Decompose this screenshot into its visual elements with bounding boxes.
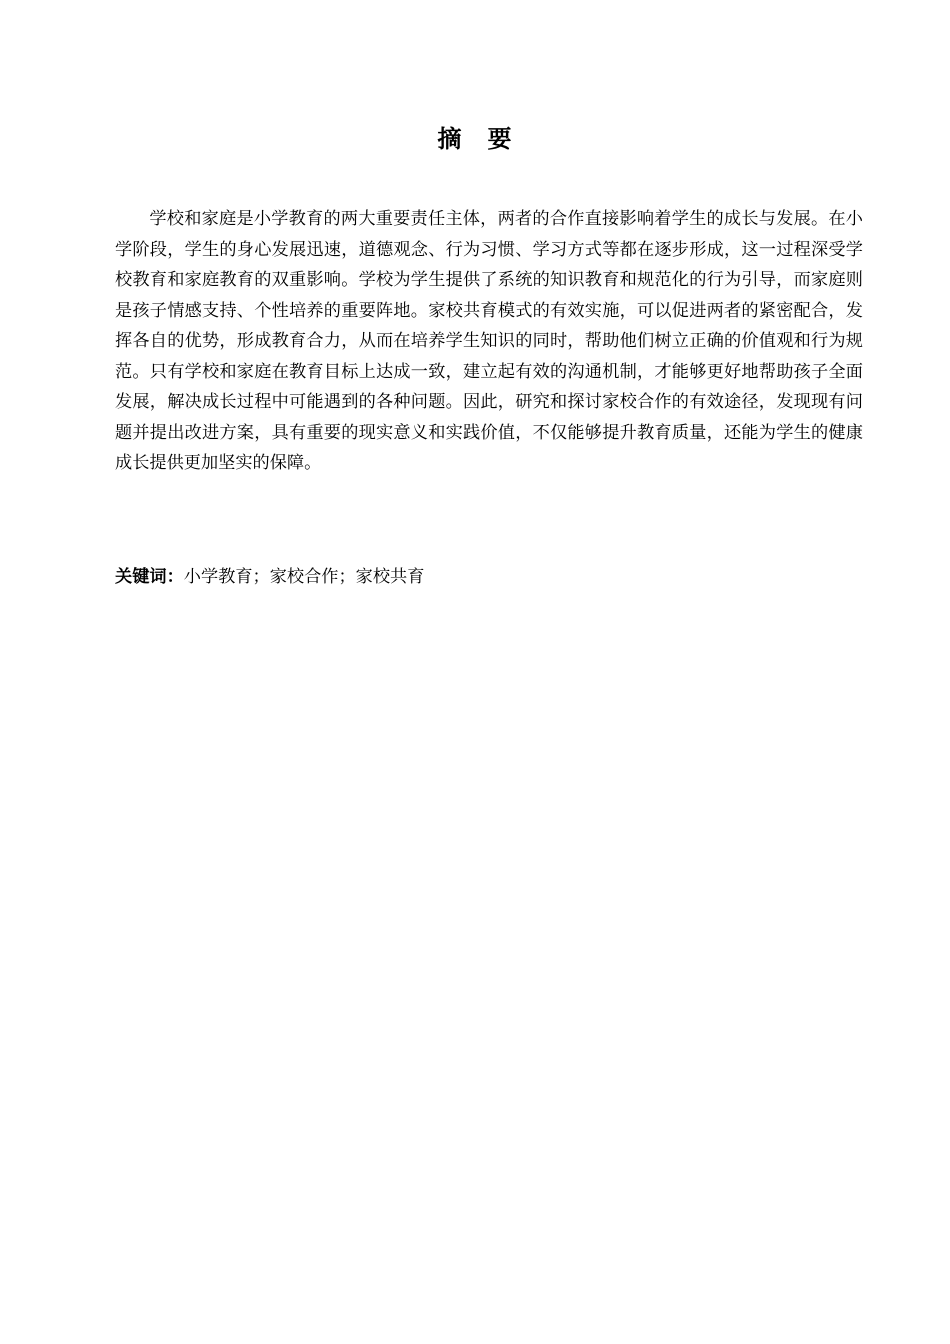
keywords-label: 关键词： — [115, 567, 184, 587]
abstract-paragraph: 学校和家庭是小学教育的两大重要责任主体，两者的合作直接影响着学生的成长与发展。在小学阶段，学生的身心发展迅速，道德观念、行为习惯、学习方式等都在逐步形成，这一过程深受学校教育和家庭教育的双重影响。学校为学生提供了系统的知识教育和规范化的行为引导，而家庭则是孩子情感支持、个性培养的重要阵地。家校共育模式的有效实施，可以促进两者的紧密配合，发挥各自的优势，形成教育合力，从而在培养学生知识的同时，帮助他们树立正确的价值观和行为规范。只有学校和家庭在教育目标上达成一致，建立起有效的沟通机制，才能够更好地帮助孩子全面发展，解决成长过程中可能遇到的各种问题。因此，研究和探讨家校合作的有效途径，发现现有问题并提出改进方案，具有重要的现实意义和实践价值，不仅能够提升教育质量，还能为学生的健康成长提供更加坚实的保障。 — [115, 209, 863, 473]
keywords-text: 小学教育；家校合作；家校共育 — [183, 567, 425, 587]
page-title: 摘 要 — [437, 125, 513, 153]
keywords-line — [115, 562, 863, 592]
